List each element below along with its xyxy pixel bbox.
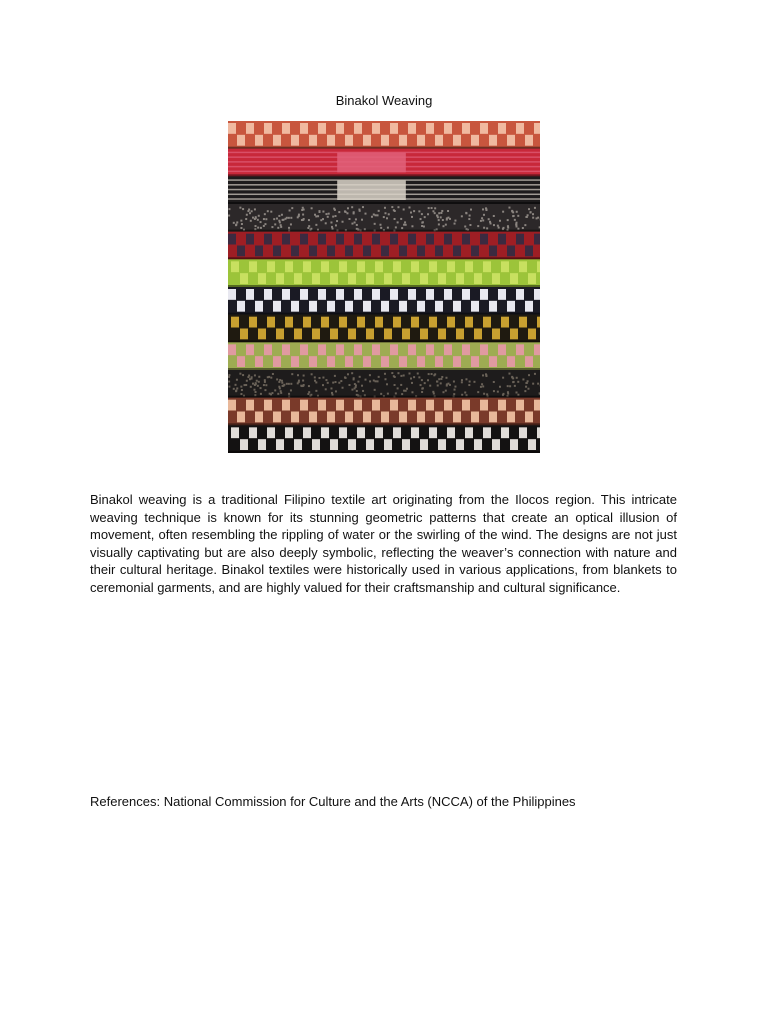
textile-band <box>228 204 540 232</box>
textile-band <box>228 370 540 398</box>
textile-band <box>228 342 540 370</box>
textile-band <box>228 259 540 287</box>
textile-band <box>228 287 540 315</box>
references-line: References: National Commission for Culture and the Arts (NCCA) of the Philippines <box>90 794 576 809</box>
textile-band <box>228 425 540 453</box>
woven-textile-stack-image <box>228 121 540 453</box>
textile-band <box>228 315 540 343</box>
textile-band <box>228 121 540 149</box>
textile-band <box>228 149 540 177</box>
textile-band <box>228 176 540 204</box>
body-paragraph: Binakol weaving is a traditional Filipino textile art originating from the Ilocos region. This intricate weaving technique is known for its stunning geometric patterns that create an optical illusion of movement, often resembling the rippling of water or the swirling of the wind. The designs are not just visually captivating but are also deeply symbolic, reflecting the weaver’s connection with nature and their cultural heritage. Binakol textiles were historically used in various applications, from blankets to ceremonial garments, and are highly valued for their craftsmanship and cultural significance. <box>90 492 677 595</box>
textile-band <box>228 232 540 260</box>
page-title: Binakol Weaving <box>335 93 433 108</box>
textile-photo <box>228 121 540 453</box>
textile-band <box>228 398 540 426</box>
